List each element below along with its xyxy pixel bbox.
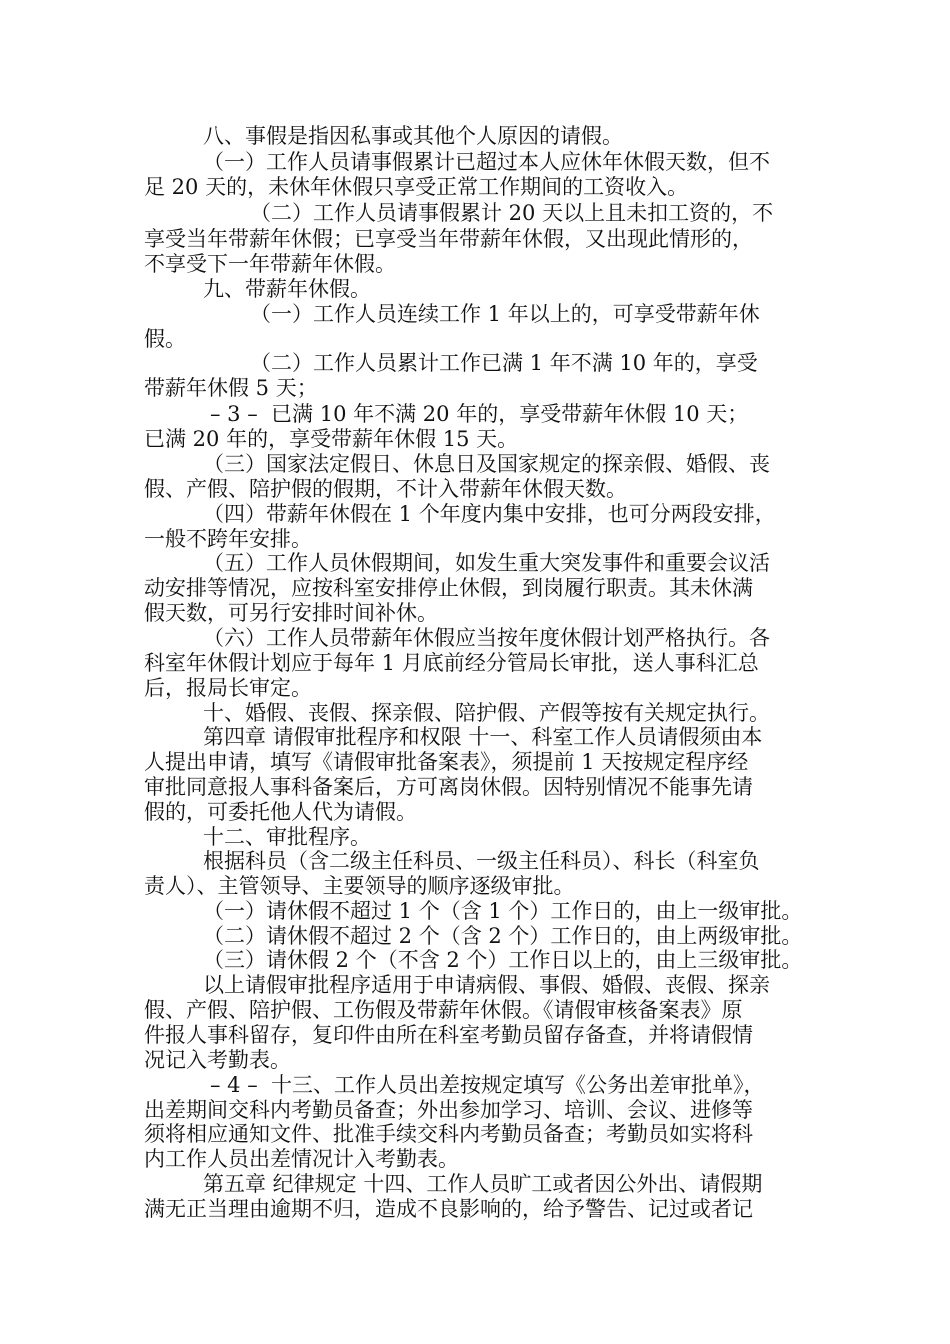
text-line: （一）请休假不超过 1 个（含 1 个）工作日的，由上一级审批。 [203,899,803,923]
text-line: （二）工作人员请事假累计 20 天以上且未扣工资的，不 [250,201,774,225]
text-line: 内工作人员出差情况计入考勤表。 [144,1147,459,1171]
text-line: 第五章 纪律规定 十四、工作人员旷工或者因公外出、请假期 [203,1172,763,1196]
text-line: – 4 – 十三、工作人员出差按规定填写《公务出差审批单》， [210,1073,765,1097]
text-line: 满无正当理由逾期不归，造成不良影响的，给予警告、记过或者记 [144,1197,753,1221]
text-line: （六）工作人员带薪年休假应当按年度休假计划严格执行。各 [203,626,770,650]
text-line: 以上请假审批程序适用于申请病假、事假、婚假、丧假、探亲 [203,973,770,997]
text-line: （一）工作人员连续工作 1 年以上的，可享受带薪年休 [250,302,760,326]
text-line: 假、产假、陪护假的假期，不计入带薪年休假天数。 [144,477,627,501]
text-line: （一）工作人员请事假累计已超过本人应休年休假天数，但不 [203,150,770,174]
text-line: 不享受下一年带薪年休假。 [144,252,396,276]
text-line: 十、婚假、丧假、探亲假、陪护假、产假等按有关规定执行。 [203,701,770,725]
text-line: 人提出申请，填写《请假审批备案表》，须提前 1 天按规定程序经 [144,750,749,774]
text-line: （四）带薪年休假在 1 个年度内集中安排，也可分两段安排， [203,502,776,526]
text-line: 动安排等情况，应按科室安排停止休假，到岗履行职责。其未休满 [144,576,753,600]
text-line: – 3 – 已满 10 年不满 20 年的，享受带薪年休假 10 天； [210,402,749,426]
text-line: 足 20 天的，未休年休假只享受正常工作期间的工资收入。 [144,175,689,199]
text-line: 带薪年休假 5 天； [144,376,318,400]
text-line: 一般不跨年安排。 [144,527,312,551]
text-line: 假、产假、陪护假、工伤假及带薪年休假。《请假审核备案表》原 [144,998,743,1022]
text-line: 十二、审批程序。 [203,825,371,849]
text-line: 况记入考勤表。 [144,1048,291,1072]
text-line: 假天数，可另行安排时间补休。 [144,601,438,625]
text-line: 须将相应通知文件、批准手续交科内考勤员备查；考勤员如实将科 [144,1122,753,1146]
text-line: 已满 20 年的，享受带薪年休假 15 天。 [144,427,519,451]
text-line: 享受当年带薪年休假；已享受当年带薪年休假，又出现此情形的， [144,227,753,251]
text-line: 审批同意报人事科备案后，方可离岗休假。因特别情况不能事先请 [144,775,753,799]
text-line: 第四章 请假审批程序和权限 十一、科室工作人员请假须由本 [203,725,763,749]
text-line: 科室年休假计划应于每年 1 月底前经分管局长审批，送人事科汇总 [144,651,759,675]
text-line: （三）国家法定假日、休息日及国家规定的探亲假、婚假、丧 [203,452,770,476]
text-line: （三）请休假 2 个（不含 2 个）工作日以上的，由上三级审批。 [203,948,803,972]
text-line: 责人）、主管领导、主要领导的顺序逐级审批。 [144,874,575,898]
text-line: 假。 [144,327,186,351]
text-line: 件报人事科留存，复印件由所在科室考勤员留存备查，并将请假情 [144,1023,753,1047]
text-line: 九、带薪年休假。 [203,277,371,301]
text-line: 根据科员（含二级主任科员、一级主任科员）、科长（科室负 [203,849,760,873]
text-line: 八、事假是指因私事或其他个人原因的请假。 [203,124,623,148]
text-line: 出差期间交科内考勤员备查；外出参加学习、培训、会议、进修等 [144,1098,753,1122]
text-line: （二）请休假不超过 2 个（含 2 个）工作日的，由上两级审批。 [203,924,803,948]
text-line: 假的，可委托他人代为请假。 [144,800,417,824]
text-line: （二）工作人员累计工作已满 1 年不满 10 年的，享受 [250,351,758,375]
text-line: （五）工作人员休假期间，如发生重大突发事件和重要会议活 [203,551,770,575]
text-line: 后，报局长审定。 [144,676,312,700]
